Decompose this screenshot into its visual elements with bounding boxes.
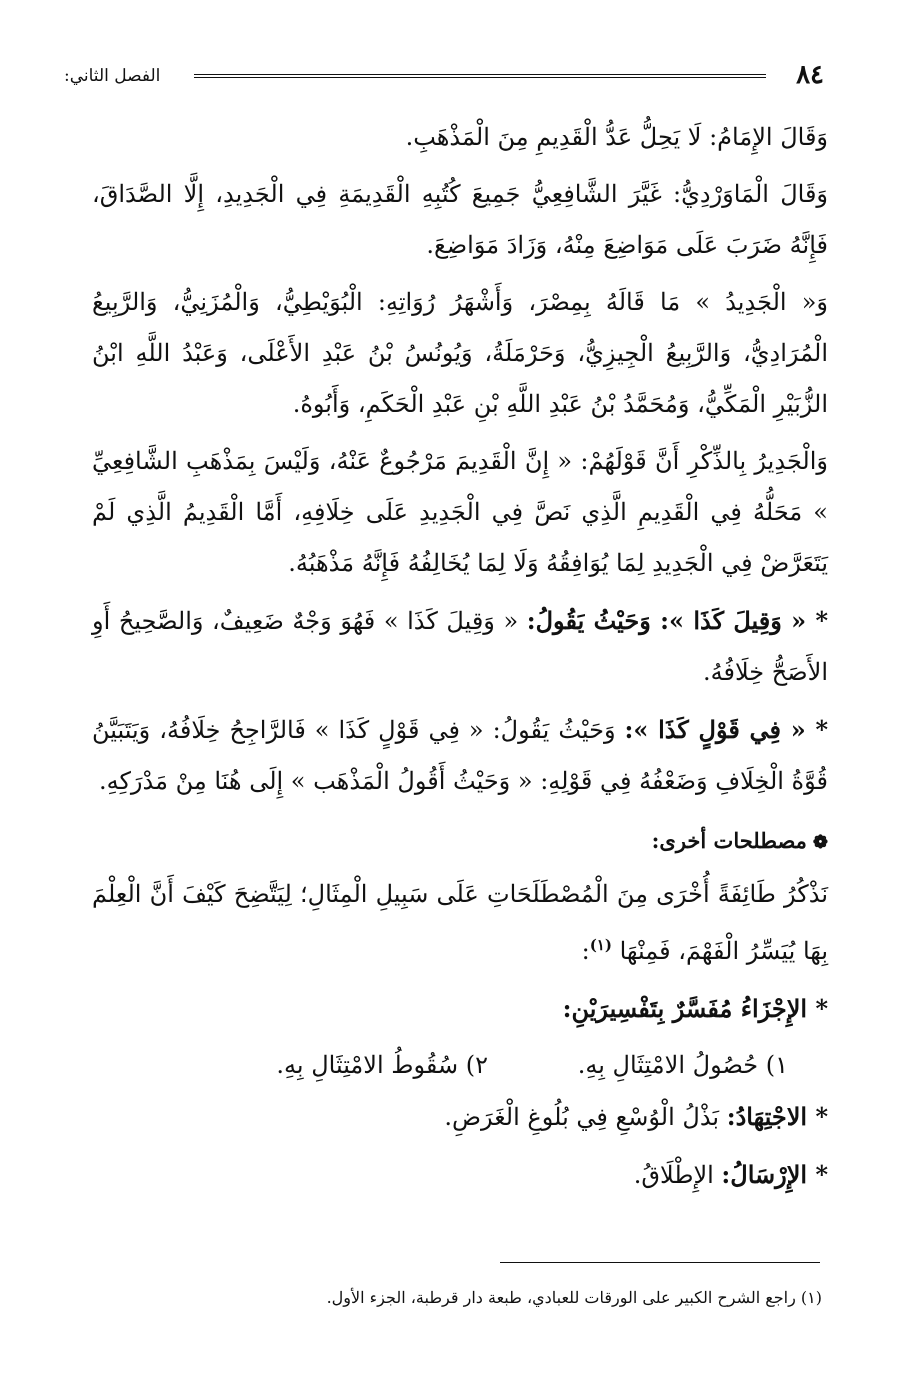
term-ijtihad-definition: بَذْلُ الْوُسْعِ فِي بُلُوغِ الْغَرَضِ.	[444, 1103, 727, 1131]
paragraph-6	[92, 704, 828, 807]
section-heading-text: مصطلحات أخرى:	[651, 828, 807, 853]
footnote-reference: (١)	[589, 936, 612, 954]
paragraph-5	[92, 595, 828, 698]
term-fi-qawl-kadha-text: وَحَيْثُ يَقُولُ: « فِي قَوْلٍ كَذَا » فَالرَّاجِحُ خِلَافُهُ، وَيَتَبَيَّنُ قُوَّةُ الْخِلَافِ وَضَعْفُهُ فِي قَوْلِهِ: « وَحَيْثُ أَقُولُ الْمَذْهَب » إِلَى هُنَا مِنْ مَدْرَكِهِ.	[92, 716, 828, 795]
footnote-separator	[500, 1262, 820, 1263]
footnote: (١) راجع الشرح الكبير على الورقات للعبادي، طبعة دار قرطبة، الجزء الأول.	[326, 1288, 822, 1307]
paragraph-3: وَ« الْجَدِيدُ » مَا قَالَهُ بِمِصْرَ، وَأَشْهَرُ رُوَاتِهِ: الْبُوَيْطِيُّ، وَالْمُزَنِيُّ، وَالرَّبِيعُ الْمُرَادِيُّ، وَالرَّبِيعُ الْجِيزِيُّ، وَحَرْمَلَةُ، وَيُونُسُ بْنُ عَبْدِ الأَعْلَى، وَعَبْدُ اللَّهِ ابْنُ الزُّبَيْرِ الْمَكِّيُّ، وَمُحَمَّدُ بْنُ عَبْدِ اللَّهِ بْنِ عَبْدِ الْحَكَمِ، وَأَبُوهُ.	[92, 288, 828, 418]
term-irsal-label: * الإِرْسَالُ:	[721, 1160, 828, 1189]
term-ijza-option-1: ١) حُصُولُ الامْتِثَالِ بِهِ.	[577, 1051, 788, 1079]
chapter-title: الفصل الثاني:	[64, 66, 161, 86]
paragraph-4: وَالْجَدِيرُ بِالذِّكْرِ أَنَّ قَوْلَهُمْ: « إِنَّ الْقَدِيمَ مَرْجُوعٌ عَنْهُ، وَلَيْسَ بِمَذْهَبِ الشَّافِعِيِّ » مَحَلُّهُ فِي الْقَدِيمِ الَّذِي نَصَّ فِي الْجَدِيدِ عَلَى خِلَافِهِ، أَمَّا الْقَدِيمُ الَّذِي لَمْ يَتَعَرَّضْ فِي الْجَدِيدِ لِمَا يُوَافِقُهُ وَلَا لِمَا يُخَالِفُهُ فَإِنَّهُ مَذْهَبُهُ.	[92, 447, 828, 577]
term-ijtihad	[92, 1091, 828, 1143]
term-ijtihad-label: * الاجْتِهَادُ:	[726, 1102, 828, 1131]
term-ijza-options	[92, 1040, 788, 1091]
section-intro-text: نَذْكُرُ طَائِفَةً أُخْرَى مِنَ الْمُصْطَلَحَاتِ عَلَى سَبِيلِ الْمِثَالِ؛ لِيَتَّضِحَ كَيْفَ أَنَّ الْعِلْمَ بِهَا يُيَسِّرُ الْفَهْمَ، فَمِنْهَا	[92, 880, 829, 965]
term-irsal-definition: الإِطْلَاقُ.	[633, 1161, 722, 1189]
term-ijza-option-2: ٢) سُقُوطُ الامْتِثَالِ بِهِ.	[276, 1051, 488, 1079]
term-qila-kadha: * « وَقِيلَ كَذَا »: وَحَيْثُ يَقُولُ:	[526, 606, 828, 635]
term-qila-kadha-text: « وَقِيلَ كَذَا » فَهُوَ وَجْهٌ ضَعِيفٌ، وَالصَّحِيحُ أَوِ الأَصَحُّ خِلَافُهُ.	[92, 607, 828, 686]
term-ijza: * الإِجْزَاءُ مُفَسَّرٌ بِتَفْسِيرَيْنِ:	[562, 994, 828, 1023]
paragraph-2: وَقَالَ الْمَاوَرْدِيُّ: غَيَّرَ الشَّافِعِيُّ جَمِيعَ كُتُبِهِ الْقَدِيمَةِ فِي الْجَدِيدِ، إِلَّا الصَّدَاقَ، فَإِنَّهُ ضَرَبَ عَلَى مَوَاضِعَ مِنْهُ، وَزَادَ مَوَاضِعَ.	[92, 180, 828, 259]
main-text	[92, 112, 828, 1207]
paragraph-1: وَقَالَ الإِمَامُ: لَا يَحِلُّ عَدُّ الْقَدِيمِ مِنَ الْمَذْهَبِ.	[405, 123, 828, 151]
page-number: ٨٤	[796, 60, 824, 90]
section-intro-colon: :	[581, 937, 590, 965]
running-header	[64, 58, 824, 98]
term-fi-qawl-kadha: * « فِي قَوْلٍ كَذَا »:	[624, 715, 829, 744]
section-intro	[92, 869, 828, 977]
flower-ornament-icon: ❁	[812, 832, 828, 853]
section-heading	[92, 821, 828, 863]
header-rule	[194, 74, 766, 78]
term-irsal	[92, 1149, 828, 1201]
